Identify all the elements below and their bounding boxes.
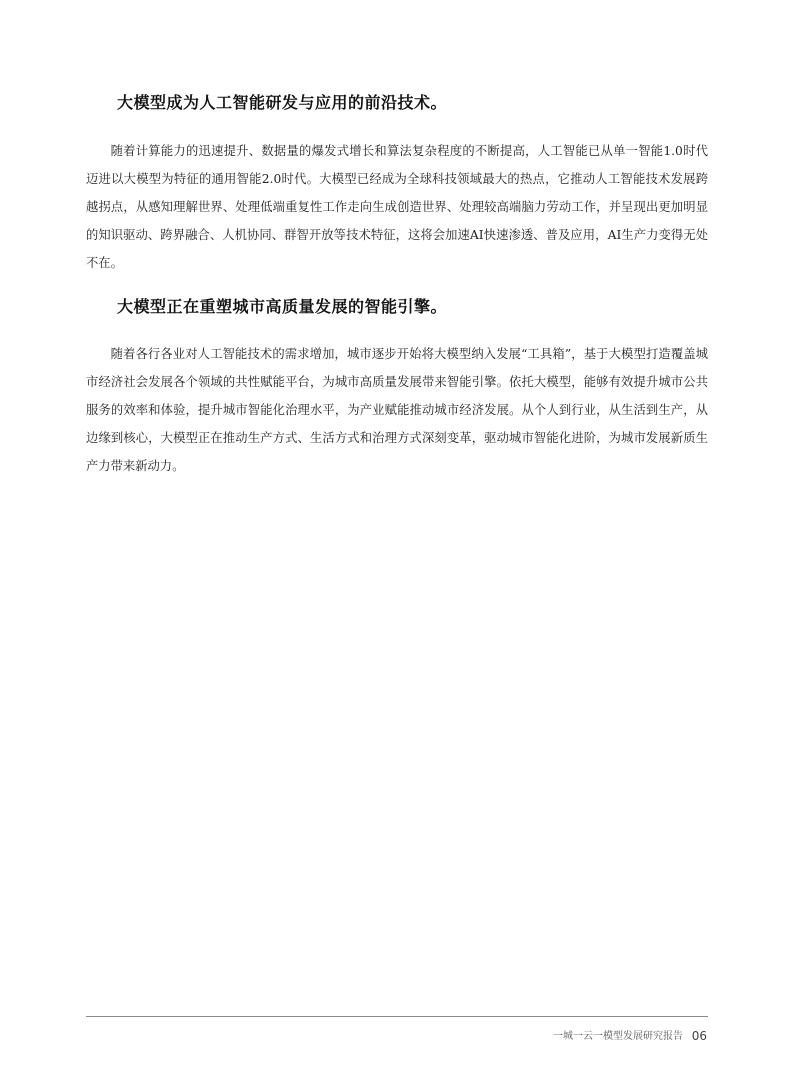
section-paragraph-2: 随着各行各业对人工智能技术的需求增加，城市逐步开始将大模型纳入发展“工具箱”，基于大模型打造覆盖城市经济社会发展各个领域的共性赋能平台，为城市高质量发展带来智能引擎。依托大模型，能够有效提升城市公共服务的效率和体验，提升城市智能化治理水平，为产业赋能推动城市经济发展。从个人到行业，从生活到生产，从边缘到核心，大模型正在推动生产方式、生活方式和治理方式深刻变革，驱动城市智能化进阶，为城市发展新质生产力带来新动力。 [86,347,708,473]
footer-report-title: 一城一云一模型发展研究报告 [553,1031,683,1042]
section-paragraph-1: 随着计算能力的迅速提升、数据量的爆发式增长和算法复杂程度的不断提高，人工智能已从单一智能1.0时代迈进以大模型为特征的通用智能2.0时代。大模型已经成为全球科技领域最大的热点，它推动人工智能技术发展跨越拐点，从感知理解世界、处理低端重复性工作走向生成创造世界、处理较高端脑力劳动工作，并呈现出更加明显的知识驱动、跨界融合、人机协同、群智开放等技术特征，这将会加速AI快速渗透、普及应用，AI生产力变得无处不在。 [86,144,708,270]
section-heading-2: 大模型正在重塑城市高质量发展的智能引擎。 [117,297,448,316]
footer-divider [86,1016,708,1017]
section-heading-1: 大模型成为人工智能研发与应用的前沿技术。 [117,93,448,112]
page-number: 06 [691,1029,707,1043]
